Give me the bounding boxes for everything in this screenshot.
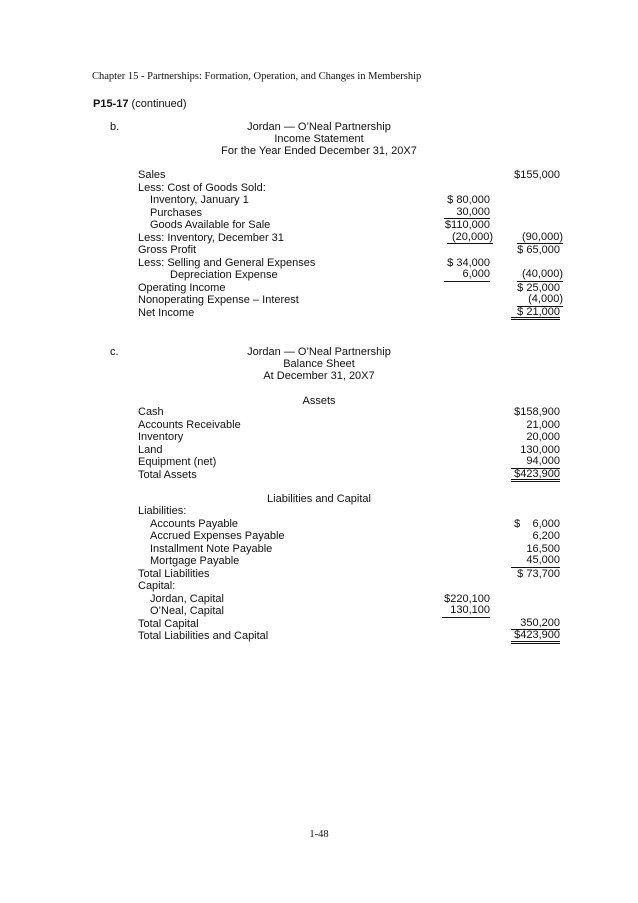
bs-row-capital-heading — [0, 580, 638, 593]
row-label: Installment Note Payable — [150, 542, 273, 555]
row-label: Less: Cost of Goods Sold: — [138, 181, 266, 194]
row-total: $158,900 — [514, 406, 560, 418]
row-amount: $ 34,000 — [447, 256, 490, 269]
section-c-label: c. — [110, 346, 119, 358]
row-label: Liabilities: — [138, 505, 187, 517]
row-total: 6,200 — [532, 530, 560, 542]
balance-sheet-title: Balance Sheet — [283, 358, 355, 370]
chapter-header: Chapter 15 - Partnerships: Formation, Operation, and Changes in Membership — [92, 71, 422, 82]
row-total: $ 6,000 — [514, 517, 560, 530]
row-label: Inventory, January 1 — [150, 194, 249, 206]
bs-row-inventory — [0, 431, 638, 444]
row-total: (40,000) — [517, 269, 563, 282]
bs-row-accounts-payable — [0, 518, 638, 531]
is-row-goods-available — [0, 219, 638, 232]
row-label: Total Liabilities and Capital — [138, 630, 269, 642]
row-total: $ 65,000 — [517, 244, 560, 256]
row-label: Less: Selling and General Expenses — [138, 256, 316, 269]
is-row-cogs-heading — [0, 182, 638, 195]
row-label: Inventory — [138, 431, 184, 443]
bs-row-mortgage — [0, 555, 638, 568]
row-label: Gross Profit — [138, 244, 197, 256]
is-row-purchases — [0, 207, 638, 220]
page-number: 1-48 — [309, 829, 329, 840]
bs-row-receivable — [0, 419, 638, 432]
row-total: 21,000 — [526, 418, 560, 431]
problem-number: P15-17 — [93, 98, 129, 110]
row-total: $ 73,700 — [517, 567, 560, 580]
bs-row-total-assets — [0, 469, 638, 482]
row-label: Total Assets — [138, 468, 197, 481]
row-total: $ 25,000 — [517, 281, 560, 294]
bs-row-total-liab-capital — [0, 630, 638, 643]
is-row-inventory-dec — [0, 232, 638, 245]
row-total: $ 21,000 — [511, 307, 560, 321]
row-total: (4,000) — [517, 294, 563, 307]
row-label: Goods Available for Sale — [150, 219, 271, 231]
row-label: Total Liabilities — [138, 567, 210, 580]
bs-row-oneal-capital — [0, 605, 638, 618]
row-amount: $110,000 — [444, 219, 490, 231]
is-row-depreciation — [0, 269, 638, 282]
row-label: Accounts Receivable — [138, 418, 241, 431]
row-label: Accrued Expenses Payable — [150, 530, 285, 542]
row-total: 94,000 — [511, 456, 560, 469]
row-total: $423,900 — [511, 469, 560, 483]
is-row-sales — [0, 169, 638, 182]
row-label: Purchases — [150, 206, 202, 219]
balance-sheet-date: At December 31, 20X7 — [263, 370, 375, 382]
row-label: Cash — [138, 406, 164, 418]
row-total: 16,500 — [526, 542, 560, 555]
row-amount: 6,000 — [444, 269, 490, 282]
row-total: (90,000) — [517, 232, 563, 245]
is-row-interest — [0, 294, 638, 307]
row-total: 130,000 — [520, 443, 560, 456]
income-statement-period: For the Year Ended December 31, 20X7 — [221, 145, 417, 157]
row-total: $155,000 — [514, 169, 560, 181]
row-label: Nonoperating Expense – Interest — [138, 294, 299, 306]
row-label: Less: Inventory, December 31 — [138, 231, 284, 244]
row-amount: $ 80,000 — [447, 194, 490, 206]
bs-row-cash — [0, 406, 638, 419]
is-row-net-income — [0, 307, 638, 320]
row-label: Land — [138, 443, 163, 456]
row-total: 45,000 — [511, 555, 560, 568]
row-amount: $220,100 — [444, 592, 490, 605]
row-label: Accounts Payable — [150, 517, 239, 530]
row-amount: (20,000) — [447, 232, 493, 245]
bs-row-accrued — [0, 530, 638, 543]
row-label: Capital: — [138, 580, 176, 592]
bs-row-liabilities-heading — [0, 505, 638, 518]
row-amount: 30,000 — [444, 207, 490, 220]
row-label: Total Capital — [138, 617, 199, 630]
row-label: Jordan, Capital — [150, 592, 224, 605]
bs-row-total-liabilities — [0, 568, 638, 581]
row-label: Mortgage Payable — [150, 555, 240, 567]
income-statement-title: Income Statement — [274, 133, 364, 145]
row-label: Operating Income — [138, 281, 226, 294]
row-total: 350,200 — [511, 618, 560, 631]
row-amount: 130,100 — [442, 605, 490, 618]
row-total: $423,900 — [511, 630, 560, 644]
row-label: Net Income — [138, 306, 195, 319]
problem-continued: (continued) — [128, 98, 187, 110]
row-label: Sales — [138, 169, 166, 181]
balance-sheet-company: Jordan — O’Neal Partnership — [247, 346, 391, 358]
row-label: O’Neal, Capital — [150, 605, 224, 617]
is-row-gross-profit — [0, 244, 638, 257]
row-total: 20,000 — [526, 431, 560, 443]
bs-row-jordan-capital — [0, 593, 638, 606]
row-label: Depreciation Expense — [170, 269, 278, 281]
bs-row-equipment — [0, 456, 638, 469]
liabilities-heading: Liabilities and Capital — [267, 493, 371, 505]
row-label: Equipment (net) — [138, 456, 217, 468]
problem-heading — [93, 98, 187, 110]
is-row-inventory-jan — [0, 194, 638, 207]
income-statement-company: Jordan — O’Neal Partnership — [247, 121, 391, 133]
assets-heading: Assets — [302, 395, 336, 407]
section-b-label: b. — [110, 121, 120, 133]
